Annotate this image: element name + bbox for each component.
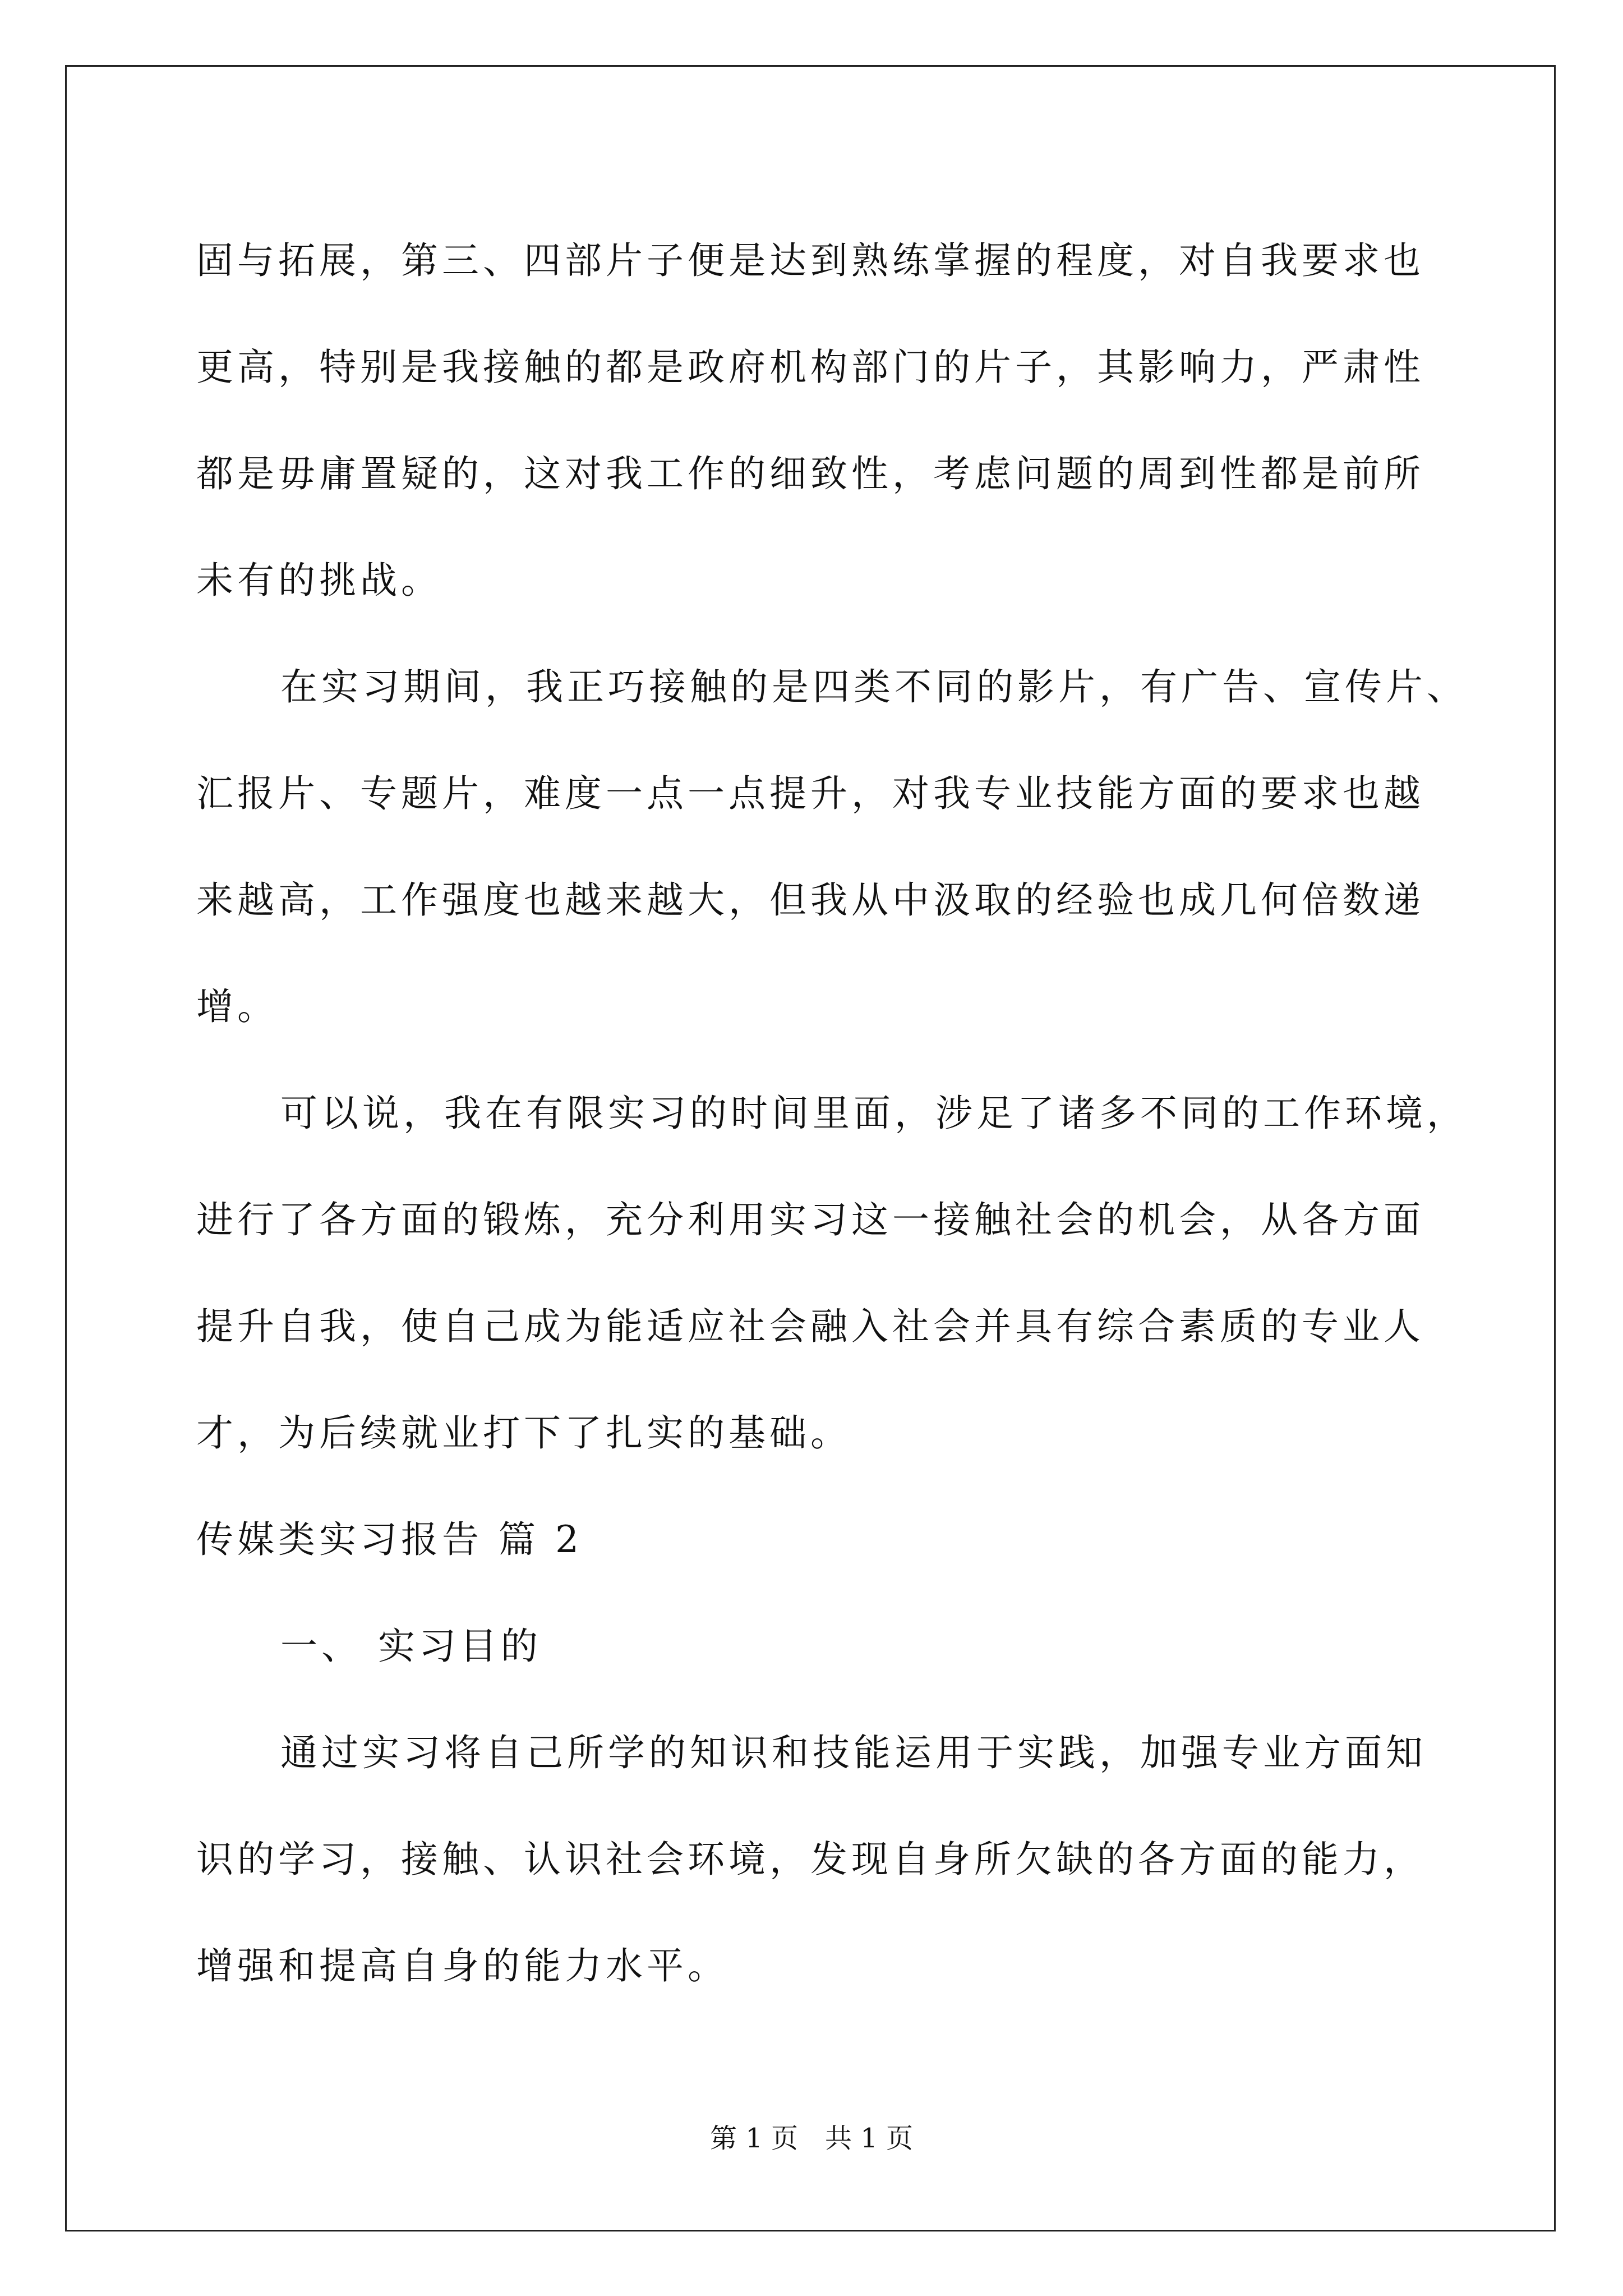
text-line-6: 汇报片、专题片，难度一点一点提升，对我专业技能方面的要求也越: [196, 772, 1424, 815]
text-line-1: 固与拓展，第三、四部片子便是达到熟练掌握的程度，对自我要求也: [196, 239, 1424, 282]
text-line-5: 在实习期间，我正巧接触的是四类不同的影片，有广告、宣传片、: [280, 665, 1468, 708]
section-heading: 传媒类实习报告 篇 2: [196, 1518, 583, 1561]
text-line-7: 来越高，工作强度也越来越大，但我从中汲取的经验也成几何倍数递: [196, 878, 1424, 922]
text-line-10: 进行了各方面的锻炼，充分利用实习这一接触社会的机会，从各方面: [196, 1198, 1424, 1241]
page-number-footer: 第 1 页 共 1 页: [709, 2123, 914, 2154]
subsection-heading: 一、 实习目的: [280, 1625, 542, 1668]
text-line-2: 更高，特别是我接触的都是政府机构部门的片子，其影响力，严肃性: [196, 346, 1424, 389]
text-line-3: 都是毋庸置疑的，这对我工作的细致性，考虑问题的周到性都是前所: [196, 452, 1424, 495]
text-line-15: 通过实习将自己所学的知识和技能运用于实践，加强专业方面知: [280, 1731, 1427, 1774]
text-line-8: 增。: [196, 985, 278, 1028]
text-line-9: 可以说，我在有限实习的时间里面，涉足了诸多不同的工作环境，: [280, 1092, 1468, 1135]
document-body: [196, 208, 1468, 2019]
text-line-12: 才，为后续就业打下了扎实的基础。: [196, 1411, 851, 1455]
text-line-17: 增强和提高自身的能力水平。: [196, 1944, 728, 1987]
text-line-16: 识的学习，接触、认识社会环境，发现自身所欠缺的各方面的能力，: [196, 1838, 1424, 1881]
text-line-4: 未有的挑战。: [196, 559, 442, 602]
text-line-11: 提升自我，使自己成为能适应社会融入社会并具有综合素质的专业人: [196, 1305, 1424, 1348]
